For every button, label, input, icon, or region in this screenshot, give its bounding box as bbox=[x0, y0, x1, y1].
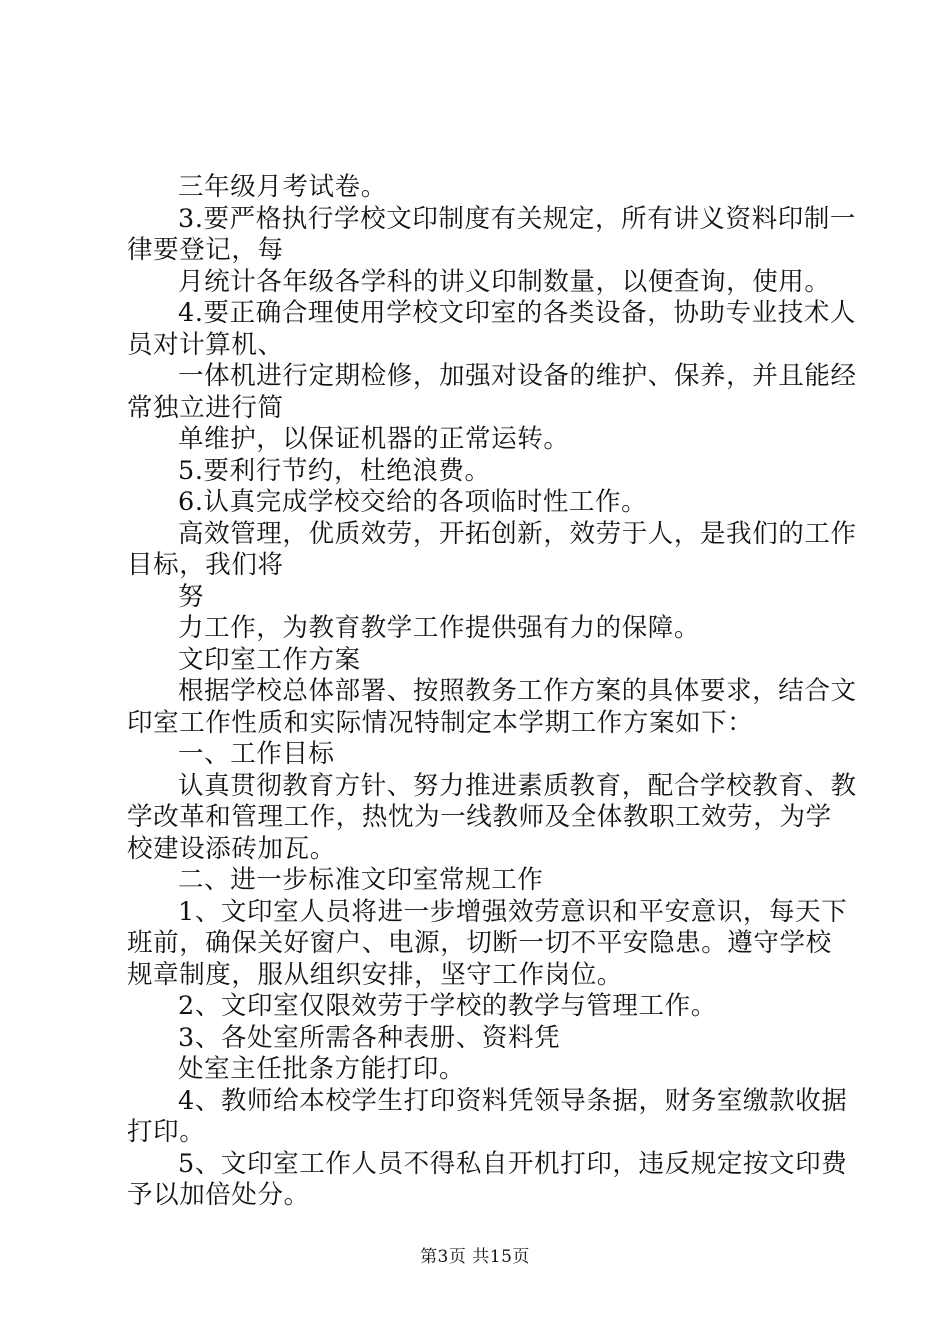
text-line: 予以加倍处分。 bbox=[127, 1180, 310, 1210]
text-line: 力工作，为教育教学工作提供强有力的保障。 bbox=[178, 613, 701, 643]
text-line: 3.要严格执行学校文印制度有关规定，所有讲义资料印制一 bbox=[178, 203, 857, 234]
text-line: 打印。 bbox=[127, 1117, 206, 1147]
text-line: 4.要正确合理使用学校文印室的各类设备，协助专业技术人 bbox=[178, 298, 857, 328]
text-line: 常独立进行简 bbox=[127, 392, 284, 423]
text-line: 一、工作目标 bbox=[178, 739, 335, 769]
text-line: 5、文印室工作人员不得私自开机打印，违反规定按文印费 bbox=[178, 1148, 848, 1179]
text-line: 高效管理，优质效劳，开拓创新，效劳于人，是我们的工作 bbox=[178, 518, 857, 549]
text-line: 4、教师给本校学生打印资料凭领导条据，财务室缴款收据 bbox=[178, 1085, 848, 1116]
text-line: 单维护，以保证机器的正常运转。 bbox=[178, 424, 570, 454]
text-line: 认真贯彻教育方针、努力推进素质教育，配合学校教育、教 bbox=[178, 770, 857, 801]
text-line: 员对计算机、 bbox=[127, 329, 284, 360]
document-body bbox=[127, 172, 857, 1212]
text-line: 根据学校总体部署、按照教务工作方案的具体要求，结合文 bbox=[178, 676, 857, 706]
text-line: 2、文印室仅限效劳于学校的教学与管理工作。 bbox=[178, 991, 717, 1021]
text-line: 目标，我们将 bbox=[127, 550, 284, 580]
text-line: 文印室工作方案 bbox=[178, 644, 361, 675]
text-line: 三年级月考试卷。 bbox=[178, 172, 387, 202]
page-number-footer: 第3页 共15页 bbox=[420, 1247, 530, 1267]
text-line: 6.认真完成学校交给的各项临时性工作。 bbox=[178, 487, 648, 517]
text-line: 月统计各年级各学科的讲义印制数量，以便查询，使用。 bbox=[178, 266, 831, 297]
text-line: 印室工作性质和实际情况特制定本学期工作方案如下： bbox=[127, 707, 754, 738]
text-line: 5.要利行节约，杜绝浪费。 bbox=[178, 455, 491, 486]
text-line: 努 bbox=[178, 581, 205, 612]
text-line: 班前，确保关好窗户、电源，切断一切不平安隐患。遵守学校 bbox=[127, 928, 832, 958]
text-line: 一体机进行定期检修，加强对设备的维护、保养，并且能经 bbox=[178, 361, 857, 391]
text-line: 3、各处室所需各种表册、资料凭 bbox=[178, 1022, 561, 1053]
text-line: 1、文印室人员将进一步增强效劳意识和平安意识，每天下 bbox=[178, 896, 848, 927]
text-line: 二、进一步标准文印室常规工作 bbox=[178, 865, 544, 895]
text-line: 处室主任批条方能打印。 bbox=[178, 1054, 466, 1084]
text-line: 校建设添砖加瓦。 bbox=[127, 833, 336, 864]
text-line: 律要登记，每 bbox=[127, 235, 284, 265]
text-line: 规章制度，服从组织安排，坚守工作岗位。 bbox=[127, 959, 623, 990]
text-line: 学改革和管理工作，热忱为一线教师及全体教职工效劳，为学 bbox=[127, 802, 832, 832]
